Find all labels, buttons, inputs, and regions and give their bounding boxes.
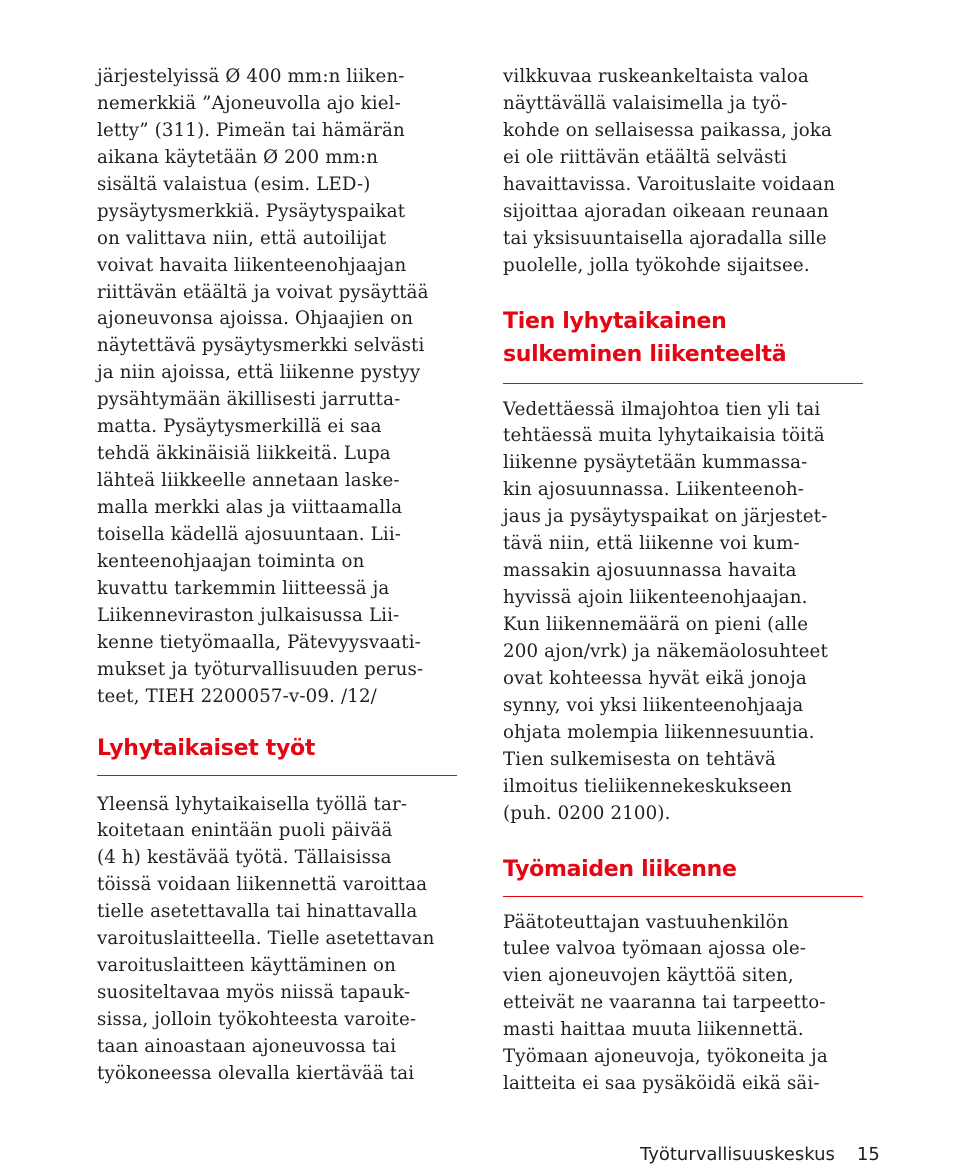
text-line: Liikenneviraston julkaisussa Lii- bbox=[97, 604, 400, 626]
section-heading: sulkeminen liikenteeltä bbox=[503, 341, 787, 367]
text-line: ovat kohteessa hyvät eikä jonoja bbox=[503, 667, 807, 689]
text-line: kohde on sellaisessa paikassa, joka bbox=[503, 119, 833, 141]
text-line: liikenne pysäytetään kummassa- bbox=[503, 452, 808, 474]
text-line: Päätoteuttajan vastuuhenkilön bbox=[503, 911, 789, 933]
text-line: sisältä valaistua (esim. LED-) bbox=[97, 173, 371, 195]
text-line: etteivät ne vaaranna tai tarpeetto- bbox=[503, 992, 826, 1014]
text-line: tävä niin, että liikenne voi kum- bbox=[503, 533, 800, 555]
right-column bbox=[503, 64, 871, 1098]
right-paragraph-3 bbox=[503, 910, 871, 1099]
text-line: järjestelyissä Ø 400 mm:n liiken- bbox=[97, 66, 405, 87]
text-line: (4 h) kestävää työtä. Tällaisissa bbox=[97, 847, 392, 869]
text-line: puolelle, jolla työkohde sijaitsee. bbox=[503, 254, 810, 276]
section-heading: Työmaiden liikenne bbox=[503, 856, 737, 882]
text-line: pysähtymään äkillisesti jarrutta- bbox=[97, 389, 401, 411]
text-line: Yleensä lyhytaikaisella työllä tar- bbox=[97, 793, 408, 815]
text-line: sijoittaa ajoradan oikeaan reunaan bbox=[503, 200, 829, 222]
text-line: koitetaan enintään puoli päivää bbox=[97, 820, 393, 842]
text-line: tielle asetettavalla tai hinattavalla bbox=[97, 901, 418, 923]
text-line: tai yksisuuntaisella ajoradalla sille bbox=[503, 227, 827, 249]
text-line: masti haittaa muuta liikennettä. bbox=[503, 1019, 804, 1041]
text-line: mukset ja työturvallisuuden perus- bbox=[97, 658, 424, 680]
text-line: synny, voi yksi liikenteenohjaaja bbox=[503, 694, 804, 716]
text-line: hyvissä ajoin liikenteenohjaajan. bbox=[503, 587, 808, 609]
text-line: aikana käytetään Ø 200 mm:n bbox=[97, 146, 379, 168]
text-line: vien ajoneuvojen käyttöä siten, bbox=[503, 965, 794, 987]
text-line: nemerkkiä ”Ajoneuvolla ajo kiel- bbox=[97, 92, 401, 114]
text-line: massakin ajosuunnassa havaita bbox=[503, 560, 797, 582]
text-line: työkoneessa olevalla kiertävää tai bbox=[97, 1062, 415, 1084]
text-line: Kun liikennemäärä on pieni (alle bbox=[503, 614, 809, 635]
text-line: lähteä liikkeelle annetaan laske- bbox=[97, 470, 400, 492]
text-line: kin ajosuunnassa. Liikenteenoh- bbox=[503, 479, 805, 501]
text-line: ja niin ajoissa, että liikenne pystyy bbox=[97, 362, 421, 384]
text-line: pysäytysmerkkiä. Pysäytyspaikat bbox=[97, 200, 406, 222]
text-line: varoituslaitteen käyttäminen on bbox=[97, 955, 396, 977]
text-line: Tien sulkemisesta on tehtävä bbox=[503, 748, 776, 770]
section-heading: Lyhytaikaiset työt bbox=[97, 735, 316, 761]
text-line: sissa, jolloin työkohteesta varoite- bbox=[97, 1009, 417, 1030]
text-line: ajoneuvonsa ajoissa. Ohjaajien on bbox=[97, 308, 414, 330]
right-paragraph-1 bbox=[503, 64, 871, 280]
text-line: varoituslaitteella. Tielle asetettavan bbox=[97, 928, 435, 950]
left-paragraph-1 bbox=[97, 64, 465, 711]
text-line: matta. Pysäytysmerkillä ei saa bbox=[97, 416, 382, 438]
text-line: havaittavissa. Varoituslaite voidaan bbox=[503, 173, 836, 195]
text-line: laitteita ei saa pysäköidä eikä säi- bbox=[503, 1073, 820, 1095]
text-line: on valittava niin, että autoilijat bbox=[97, 227, 387, 249]
right-paragraph-2 bbox=[503, 397, 871, 828]
text-line: ohjata molempia liikennesuuntia. bbox=[503, 721, 815, 743]
text-line: suositeltavaa myös niissä tapauk- bbox=[97, 982, 411, 1004]
page-number: 15 bbox=[856, 1144, 880, 1165]
text-line: tehdä äkkinäisiä liikkeitä. Lupa bbox=[97, 443, 391, 465]
text-line: ilmoitus tieliikennekeskukseen bbox=[503, 775, 793, 797]
text-line: kenne tietyömaalla, Pätevyysvaati- bbox=[97, 631, 421, 653]
text-line: teet, TIEH 2200057-v-09. /12/ bbox=[97, 685, 377, 707]
text-line: näyttävällä valaisimella ja työ- bbox=[503, 92, 788, 114]
section-heading: Tien lyhytaikainen bbox=[503, 308, 727, 334]
text-line: näytettävä pysäytysmerkki selvästi bbox=[97, 335, 425, 357]
text-line: Vedettäessä ilmajohtoa tien yli tai bbox=[503, 398, 821, 420]
text-line: riittävän etäältä ja voivat pysäyttää bbox=[97, 281, 429, 303]
left-paragraph-2 bbox=[97, 792, 465, 1088]
left-column bbox=[97, 64, 465, 1088]
text-line: malla merkki alas ja viittaamalla bbox=[97, 497, 403, 518]
text-line: Työmaan ajoneuvoja, työkoneita ja bbox=[503, 1046, 828, 1068]
text-line: tulee valvoa työmaan ajossa ole- bbox=[503, 938, 807, 960]
publisher-name: Työturvallisuuskeskus bbox=[640, 1144, 835, 1165]
text-line: ei ole riittävän etäältä selvästi bbox=[503, 146, 788, 168]
text-line: letty” (311). Pimeän tai hämärän bbox=[97, 119, 405, 141]
text-line: toisella kädellä ajosuuntaan. Lii- bbox=[97, 523, 402, 545]
text-line: taan ainoastaan ajoneuvossa tai bbox=[97, 1035, 397, 1057]
text-line: 200 ajon/vrk) ja näkemäolosuhteet bbox=[503, 640, 828, 662]
text-line: kenteenohjaajan toiminta on bbox=[97, 550, 365, 572]
text-line: voivat havaita liikenteenohjaajan bbox=[97, 254, 407, 276]
text-line: kuvattu tarkemmin liitteessä ja bbox=[97, 577, 390, 599]
page-footer bbox=[640, 1142, 880, 1168]
text-line: jaus ja pysäytyspaikat on järjestet- bbox=[503, 506, 828, 528]
text-line: vilkkuvaa ruskeankeltaista valoa bbox=[503, 66, 809, 87]
text-line: töissä voidaan liikennettä varoittaa bbox=[97, 874, 428, 896]
text-line: (puh. 0200 2100). bbox=[503, 802, 671, 824]
text-line: tehtäessä muita lyhytaikaisia töitä bbox=[503, 425, 825, 447]
